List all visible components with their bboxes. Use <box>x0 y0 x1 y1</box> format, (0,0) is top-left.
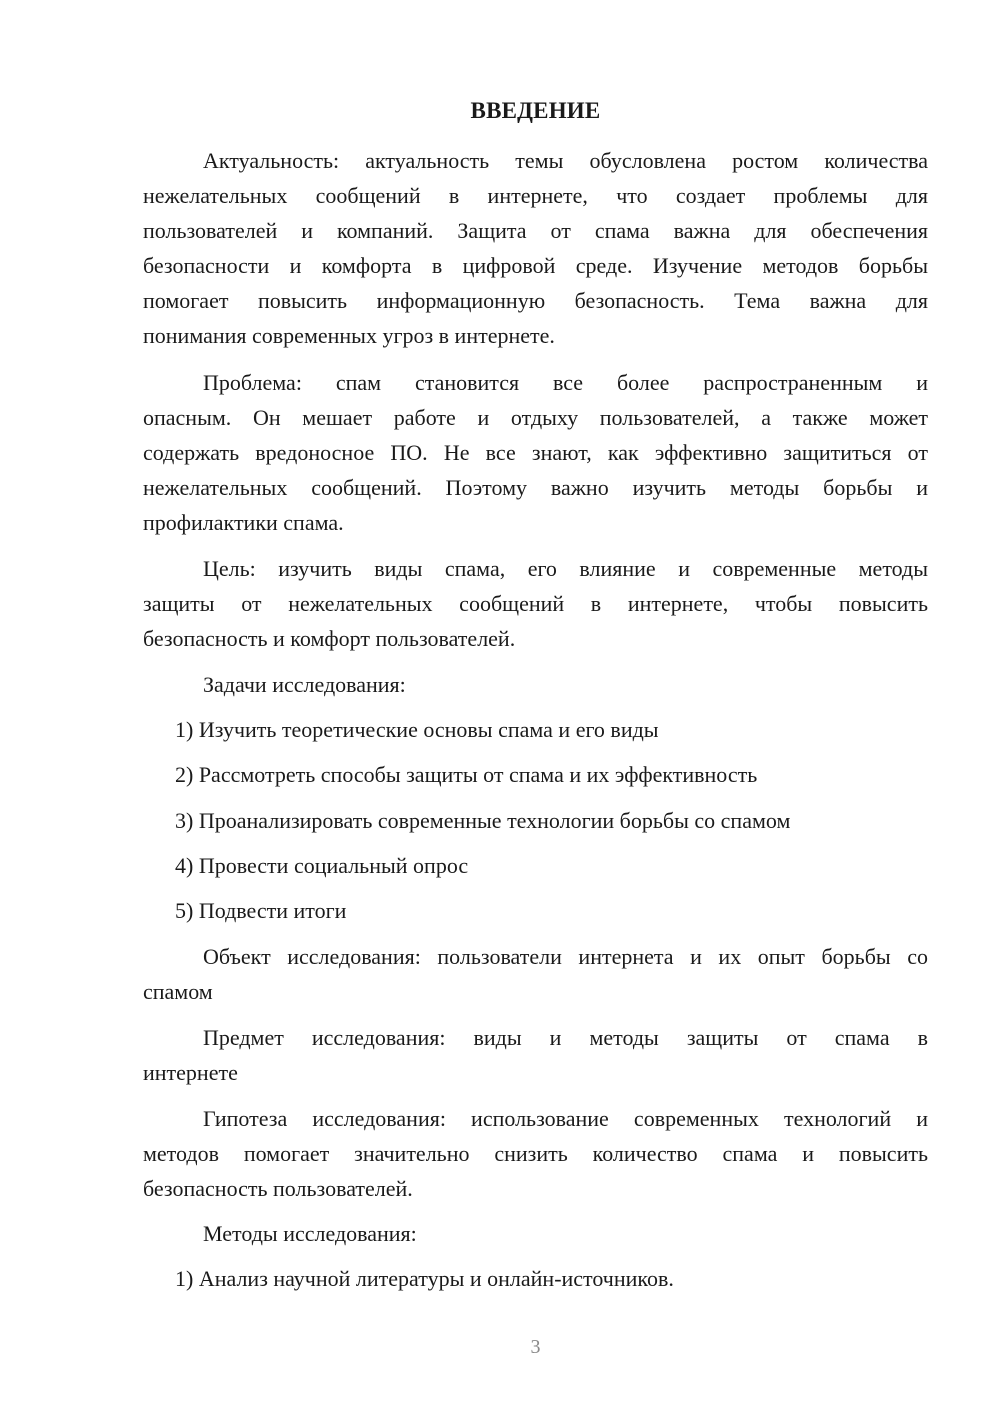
task-item: 2) Рассмотреть способы защиты от спама и их эффективность <box>175 762 758 787</box>
methods-heading <box>143 1216 928 1251</box>
paragraph-line: безопасности и комфорта в цифровой среде. Изучение методов борьбы <box>143 253 928 278</box>
paragraph-line: Гипотеза исследования: использование современных технологий и <box>203 1106 928 1131</box>
paragraph-line: Цель: изучить виды спама, его влияние и современные методы <box>203 556 928 581</box>
paragraph-line: содержать вредоносное ПО. Не все знают, как эффективно защититься от <box>143 440 928 465</box>
paragraph-line: Актуальность: актуальность темы обусловлена ростом количества <box>203 148 928 173</box>
paragraph-line: защиты от нежелательных сообщений в интернете, чтобы повысить <box>143 591 928 616</box>
paragraph-object <box>143 939 928 1009</box>
paragraph-line: методов помогает значительно снизить количество спама и повысить <box>143 1141 928 1166</box>
paragraph-line: нежелательных сообщений. Поэтому важно изучить методы борьбы и <box>143 475 928 500</box>
page-number: 3 <box>530 1336 541 1358</box>
method-item: 1) Анализ научной литературы и онлайн-источников. <box>175 1266 674 1291</box>
paragraph-line: Проблема: спам становится все более распространенным и <box>203 370 928 395</box>
task-item: 4) Провести социальный опрос <box>175 853 469 878</box>
paragraph-line: безопасность и комфорт пользователей. <box>143 626 516 651</box>
paragraph-relevance <box>143 143 928 353</box>
paragraph-line: Предмет исследования: виды и методы защиты от спама в <box>203 1025 928 1050</box>
paragraph-line: опасным. Он мешает работе и отдыху пользователей, а также может <box>143 405 928 430</box>
paragraph-line: нежелательных сообщений в интернете, что создает проблемы для <box>143 183 928 208</box>
paragraph-line: безопасность пользователей. <box>143 1176 413 1201</box>
paragraph-line: интернете <box>143 1060 238 1085</box>
paragraph-line: Методы исследования: <box>203 1221 417 1246</box>
paragraph-line: Объект исследования: пользователи интернета и их опыт борьбы со <box>203 944 928 969</box>
tasks-heading <box>143 667 928 702</box>
paragraph-subject <box>143 1020 928 1090</box>
task-item: 1) Изучить теоретические основы спама и его виды <box>175 717 659 742</box>
paragraph-line: понимания современных угроз в интернете. <box>143 323 555 348</box>
paragraph-line: пользователей и компаний. Защита от спама важна для обеспечения <box>143 218 928 243</box>
task-item: 5) Подвести итоги <box>175 898 347 923</box>
paragraph-goal <box>143 551 928 656</box>
paragraph-line: помогает повысить информационную безопасность. Тема важна для <box>143 288 928 313</box>
task-item: 3) Проанализировать современные технологии борьбы со спамом <box>175 808 791 833</box>
paragraph-problem <box>143 365 928 540</box>
section-title: ВВЕДЕНИЕ <box>470 98 601 123</box>
paragraph-line: профилактики спама. <box>143 510 344 535</box>
paragraph-line: Задачи исследования: <box>203 672 406 697</box>
paragraph-hypothesis <box>143 1101 928 1206</box>
paragraph-line: спамом <box>143 979 213 1004</box>
